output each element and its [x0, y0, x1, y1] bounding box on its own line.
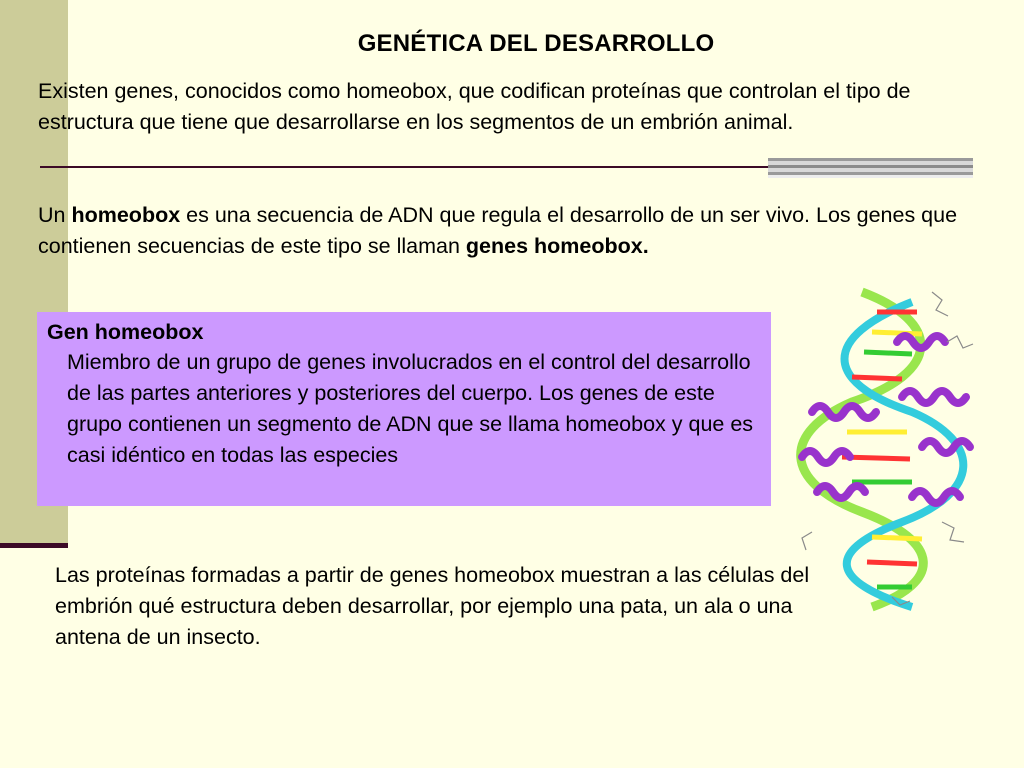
- definition-text-1: Un: [38, 203, 72, 227]
- definition-paragraph: [38, 200, 978, 262]
- definition-bold-1: homeobox: [71, 203, 181, 227]
- slide-title: GENÉTICA DEL DESARROLLO: [357, 30, 715, 57]
- definition-text-2: es una secuencia de ADN que regula el desarrollo de un ser vivo. Los genes que contienen secuencias de este tipo se llaman: [38, 203, 958, 258]
- intro-paragraph: Existen genes, conocidos como homeobox, que codifican proteínas que controlan el tipo de estructura que tiene que desarrollarse en los segmentos de un embrión animal.: [38, 79, 911, 134]
- callout-title: Gen homeobox: [47, 320, 204, 344]
- divider-line: [40, 166, 768, 168]
- divider-grey-bars: [768, 158, 973, 178]
- left-accent-rule: [0, 543, 68, 548]
- gen-homeobox-callout: [37, 312, 771, 506]
- callout-body: Miembro de un grupo de genes involucrados en el control del desarrollo de las partes anteriores y posteriores del cuerpo. Los genes de este grupo contienen un segmento de ADN que se llama homeobox y que es casi idéntico en todas las especies: [67, 350, 754, 467]
- definition-bold-2: genes homeobox.: [465, 234, 649, 258]
- outro-paragraph: Las proteínas formadas a partir de genes homeobox muestran a las células del embrión qué estructura deben desarrollar, por ejemplo una pata, un ala o una antena de un insecto.: [55, 563, 810, 649]
- dna-protein-structure-icon: [792, 282, 982, 612]
